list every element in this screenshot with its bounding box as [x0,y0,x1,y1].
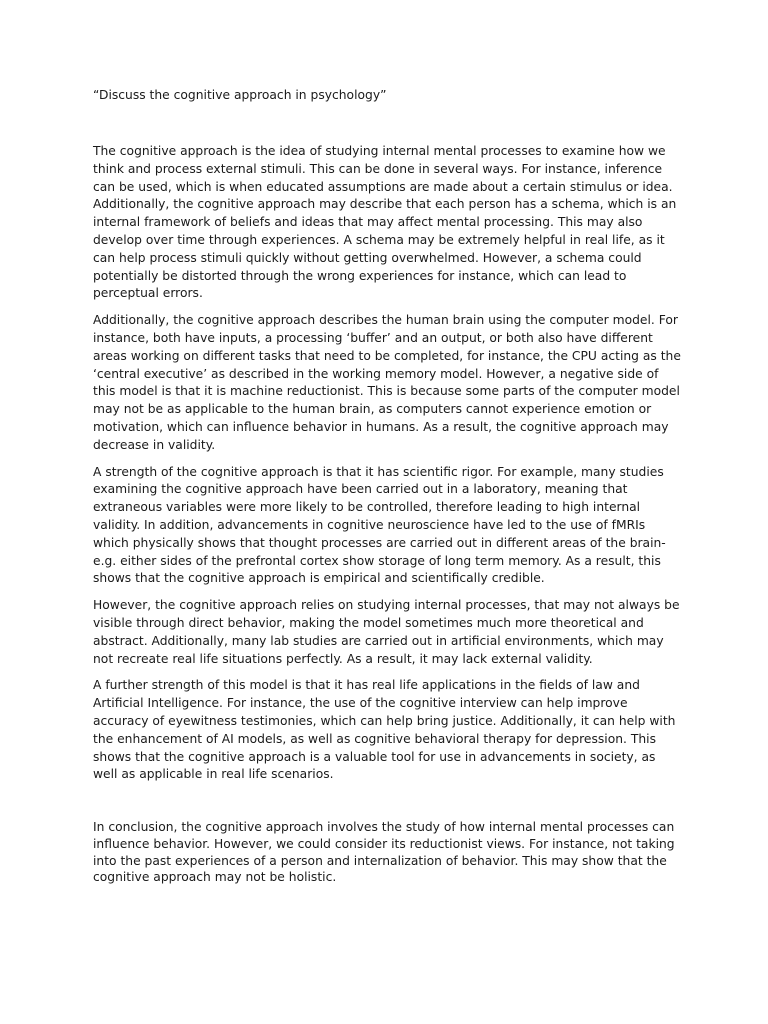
paragraph-scientific-rigor: A strength of the cognitive approach is that it has scientific rigor. For example, many studies examining the cognitive approach have been carried out in a laboratory, meaning that extraneous variables were more likely to be controlled, therefore leading to high internal validity. In addition, advancements in cognitive neuroscience have led to the use of fMRIs which physically shows that thought processes are carried out in different areas of the brain- e.g. either sides of the prefrontal cortex show storage of long term memory. As a result, this shows that the cognitive approach is empirical and scientifically credible. [93,464,666,586]
paragraph-conclusion: In conclusion, the cognitive approach involves the study of how internal mental processes can influence behavior. However, we could consider its reductionist views. For instance, not taking into the past experiences of a person and internalization of behavior. This may show that the cognitive approach may not be holistic. [93,820,675,885]
paragraph-introduction: The cognitive approach is the idea of studying internal mental processes to examine how we think and process external stimuli. This can be done in several ways. For instance, inference can be used, which is when educated assumptions are made about a certain stimulus or idea. Additionally, the cognitive approach may describe that each person has a schema, which is an internal framework of beliefs and ideas that may affect mental processing. This may also develop over time through experiences. A schema may be extremely helpful in real life, as it can help process stimuli quickly without getting overwhelmed. However, a schema could potentially be distorted through the wrong experiences for instance, which can lead to perceptual errors. [93,144,677,301]
essay-body [93,143,683,895]
paragraph-computer-model: Additionally, the cognitive approach describes the human brain using the computer model. For instance, both have inputs, a processing ‘buffer’ and an output, or both also have different areas working on different tasks that need to be completed, for instance, the CPU acting as the ‘central executive’ as described in the working memory model. However, a negative side of this model is that it is machine reductionist. This is because some parts of the computer model may not be as applicable to the human brain, as computers cannot experience emotion or motivation, which can influence behavior in humans. As a result, the cognitive approach may decrease in validity. [93,313,681,452]
paragraph-limitations: However, the cognitive approach relies on studying internal processes, that may not always be visible through direct behavior, making the model sometimes much more theoretical and abstract. Additionally, many lab studies are carried out in artificial environments, which may not recreate real life situations perfectly. As a result, it may lack external validity. [93,598,680,666]
paragraph-applications: A further strength of this model is that it has real life applications in the fields of law and Artificial Intelligence. For instance, the use of the cognitive interview can help improve accuracy of eyewitness testimonies, which can help bring justice. Additionally, it can help with the enhancement of AI models, as well as cognitive behavioral therapy for depression. This shows that the cognitive approach is a valuable tool for use in advancements in society, as well as applicable in real life scenarios. [93,678,676,782]
essay-title: “Discuss the cognitive approach in psychology” [93,88,387,102]
